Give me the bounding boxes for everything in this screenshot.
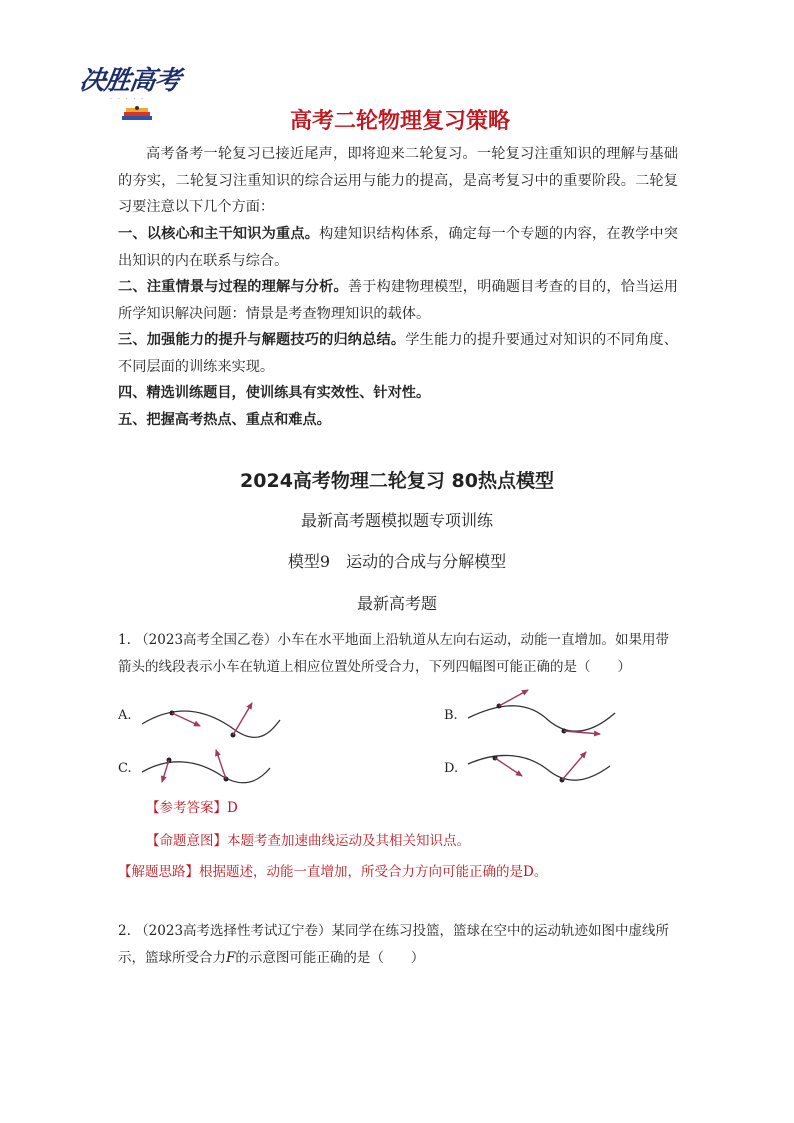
strategy-2-bold: 二、注重情景与过程的理解与分析。: [118, 279, 348, 295]
question-1-text: 1. （2023高考全国乙卷）小车在水平地面上沿轨道从左向右运动，动能一直增加。如果用带箭头的线段表示小车在轨道上相应位置处所受合力，下列四幅图可能正确的是（ ）: [118, 632, 670, 675]
subheading-training: 最新高考题模拟题专项训练: [300, 511, 493, 530]
logo-text: 决胜高考: [77, 66, 182, 96]
answer-line: [146, 796, 238, 816]
strategy-1-text: 构建知识结构体系，确定每一个专题的内容，在教学中突出知识的内在联系与综合。: [118, 226, 678, 269]
subheading-latest: 最新高考题: [356, 594, 437, 613]
option-d-label: D.: [444, 761, 459, 776]
strategy-3-text: 学生能力的提升要通过对知识的不同角度、不同层面的训练来实现。: [118, 332, 678, 375]
diagram-d: [468, 752, 610, 783]
strategy-5-bold: 五、把握高考热点、重点和难点。: [118, 412, 331, 428]
diagram-b: [468, 690, 615, 734]
logo-subtext: · · · · ·: [110, 96, 146, 103]
idea-line: [118, 860, 547, 880]
question-2-text-b: 的示意图可能正确的是（ ）: [235, 950, 425, 966]
strategy-2-text: 善于构建物理模型，明确题目考查的目的，恰当运用所学知识解决问题：情景是考查物理知识的载体。: [118, 279, 678, 322]
option-c-label: C.: [118, 761, 132, 776]
intent-value: 本题考查加速曲线运动及其相关知识点。: [227, 833, 470, 849]
idea-value: 根据题述，动能一直增加，所受合力方向可能正确的是D。: [199, 864, 548, 880]
intro-paragraph: 高考备考一轮复习已接近尾声，即将迎来二轮复习。一轮复习注重知识的理解与基础的夯实，二轮复习注重知识的综合运用与能力的提高，是高考复习中的重要阶段。二轮复习要注意以下几个方面：: [118, 146, 678, 215]
diagram-a: [142, 703, 280, 738]
section-heading: 2024高考物理二轮复习 80热点模型: [240, 470, 554, 492]
question-2-text-a: 2. （2023高考选择性考试辽宁卷）某同学在练习投篮，篮球在空中的运动轨迹如图中虚线所示，篮球所受合力: [118, 923, 670, 966]
option-b-label: B.: [444, 708, 458, 723]
strategy-3-bold: 三、加强能力的提升与解题技巧的归纳总结。: [118, 332, 406, 348]
option-a-label: A.: [118, 708, 132, 723]
intent-key: 【命题意图】: [146, 833, 227, 849]
intent-line: [146, 829, 470, 849]
strategy-1-bold: 一、以核心和主干知识为重点。: [118, 226, 320, 242]
diagram-c: [142, 750, 270, 783]
subheading-model: 模型9 运动的合成与分解模型: [287, 552, 507, 571]
force-variable: F: [226, 950, 236, 966]
page-title: 高考二轮物理复习策略: [289, 109, 510, 134]
answer-key: 【参考答案】: [146, 800, 227, 816]
idea-key: 【解题思路】: [118, 864, 199, 880]
answer-value: D: [227, 800, 238, 816]
strategy-4-bold: 四、精选训练题目，使训练具有实效性、针对性。: [118, 385, 431, 401]
question-2-text: [118, 918, 678, 972]
